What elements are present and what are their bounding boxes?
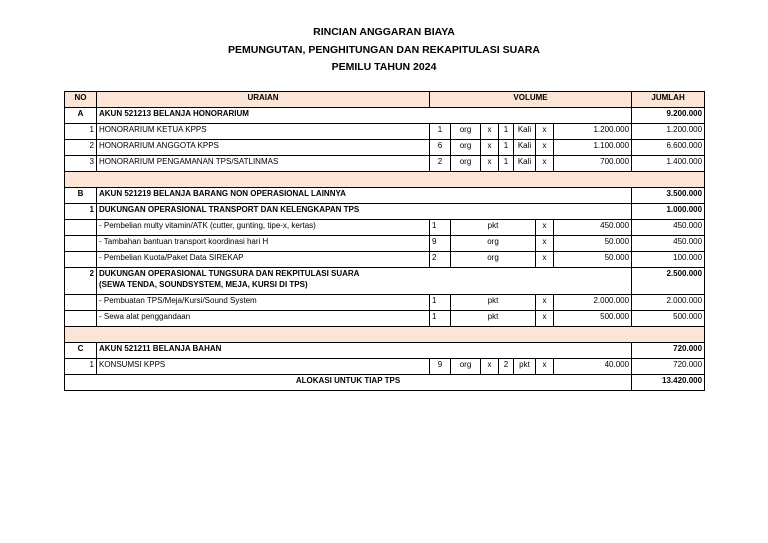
row-description: - Pembelian multy vitamin/ATK (cutter, gunting, tipe-x, kertas) — [97, 220, 430, 236]
row-qty2: 2 — [499, 359, 514, 375]
row-multiplier: x — [536, 311, 554, 327]
section-separator — [65, 172, 705, 188]
row-amount: 2.000.000 — [632, 295, 705, 311]
row-price: 450.000 — [554, 220, 632, 236]
row-unit2: Kali — [514, 124, 536, 140]
empty-cell — [65, 295, 97, 311]
row-price: 1.200.000 — [554, 124, 632, 140]
row-qty: 1 — [430, 295, 451, 311]
section-c-row — [65, 343, 705, 359]
section-total: 720.000 — [632, 343, 705, 359]
section-code: C — [65, 343, 97, 359]
row-qty: 1 — [430, 124, 451, 140]
row-number: 1 — [65, 359, 97, 375]
title-line-1: RINCIAN ANGGARAN BIAYA — [313, 26, 455, 38]
row-unit: org — [451, 124, 481, 140]
grand-total-row — [65, 375, 705, 391]
row-amount: 1.200.000 — [632, 124, 705, 140]
row-qty: 6 — [430, 140, 451, 156]
section-title: AKUN 521219 BELANJA BARANG NON OPERASIONAL LAINNYA — [97, 188, 632, 204]
row-multiplier2: x — [536, 359, 554, 375]
row-qty2: 1 — [499, 156, 514, 172]
row-multiplier: x — [481, 124, 499, 140]
row-unit: org — [451, 156, 481, 172]
row-unit: org — [451, 236, 536, 252]
section-code: B — [65, 188, 97, 204]
separator-cell — [65, 327, 705, 343]
row-qty: 1 — [430, 311, 451, 327]
row-price: 700.000 — [554, 156, 632, 172]
empty-cell — [65, 311, 97, 327]
header-volume: VOLUME — [430, 92, 632, 108]
header-jumlah: JUMLAH — [632, 92, 705, 108]
row-unit2: Kali — [514, 156, 536, 172]
row-unit: pkt — [451, 311, 536, 327]
row-amount: 500.000 — [632, 311, 705, 327]
row-qty2: 1 — [499, 124, 514, 140]
row-description: - Pembuatan TPS/Meja/Kursi/Sound System — [97, 295, 430, 311]
section-code: A — [65, 108, 97, 124]
row-price: 1.100.000 — [554, 140, 632, 156]
section-a-row — [65, 108, 705, 124]
row-description: HONORARIUM PENGAMANAN TPS/SATLINMAS — [97, 156, 430, 172]
row-qty: 9 — [430, 236, 451, 252]
row-description: KONSUMSI KPPS — [97, 359, 430, 375]
row-description: - Sewa alat penggandaan — [97, 311, 430, 327]
row-multiplier2: x — [536, 140, 554, 156]
table-row — [65, 124, 705, 140]
separator-cell — [65, 172, 705, 188]
row-qty: 9 — [430, 359, 451, 375]
section-separator — [65, 327, 705, 343]
empty-cell — [65, 236, 97, 252]
table-row — [65, 311, 705, 327]
section-title: AKUN 521213 BELANJA HONORARIUM — [97, 108, 632, 124]
row-qty: 1 — [430, 220, 451, 236]
table-row — [65, 140, 705, 156]
budget-table — [64, 91, 705, 391]
subsection-title-line-2: (SEWA TENDA, SOUNDSYSTEM, MEJA, KURSI DI TPS) — [99, 280, 308, 289]
row-description: HONORARIUM ANGGOTA KPPS — [97, 140, 430, 156]
row-price: 50.000 — [554, 236, 632, 252]
table-row — [65, 236, 705, 252]
row-qty: 2 — [430, 252, 451, 268]
table-row — [65, 252, 705, 268]
subsection-total: 1.000.000 — [632, 204, 705, 220]
row-amount: 450.000 — [632, 220, 705, 236]
row-unit2: pkt — [514, 359, 536, 375]
row-amount: 450.000 — [632, 236, 705, 252]
grand-total-label: ALOKASI UNTUK TIAP TPS — [65, 375, 632, 391]
row-unit: org — [451, 140, 481, 156]
subsection-title: DUKUNGAN OPERASIONAL TRANSPORT DAN KELENGKAPAN TPS — [97, 204, 632, 220]
subsection-title — [97, 268, 632, 295]
table-header-row — [65, 92, 705, 108]
row-price: 500.000 — [554, 311, 632, 327]
section-b-row — [65, 188, 705, 204]
row-unit2: Kali — [514, 140, 536, 156]
row-number: 2 — [65, 140, 97, 156]
row-multiplier: x — [536, 295, 554, 311]
row-multiplier: x — [536, 252, 554, 268]
header-no: NO — [65, 92, 97, 108]
row-multiplier2: x — [536, 124, 554, 140]
row-amount: 720.000 — [632, 359, 705, 375]
title-line-3: PEMILU TAHUN 2024 — [331, 61, 437, 73]
grand-total-value: 13.420.000 — [632, 375, 705, 391]
empty-cell — [65, 220, 97, 236]
table-row — [65, 359, 705, 375]
section-total: 3.500.000 — [632, 188, 705, 204]
subsection-row — [65, 204, 705, 220]
empty-cell — [65, 252, 97, 268]
row-price: 2.000.000 — [554, 295, 632, 311]
subsection-number: 2 — [65, 268, 97, 295]
row-description: HONORARIUM KETUA KPPS — [97, 124, 430, 140]
row-multiplier: x — [481, 140, 499, 156]
row-price: 40.000 — [554, 359, 632, 375]
header-uraian: URAIAN — [97, 92, 430, 108]
row-number: 3 — [65, 156, 97, 172]
row-unit: org — [451, 359, 481, 375]
row-unit: pkt — [451, 295, 536, 311]
row-amount: 1.400.000 — [632, 156, 705, 172]
section-total: 9.200.000 — [632, 108, 705, 124]
row-unit: org — [451, 252, 536, 268]
document-title — [0, 24, 768, 77]
row-multiplier: x — [536, 236, 554, 252]
row-amount: 6.600.000 — [632, 140, 705, 156]
row-price: 50.000 — [554, 252, 632, 268]
row-multiplier: x — [536, 220, 554, 236]
row-multiplier: x — [481, 156, 499, 172]
table-row — [65, 295, 705, 311]
table-row — [65, 220, 705, 236]
table-row — [65, 156, 705, 172]
subsection-total: 2.500.000 — [632, 268, 705, 295]
row-number: 1 — [65, 124, 97, 140]
section-title: AKUN 521211 BELANJA BAHAN — [97, 343, 632, 359]
row-description: - Pembelian Kuota/Paket Data SIREKAP — [97, 252, 430, 268]
row-unit: pkt — [451, 220, 536, 236]
title-line-2: PEMUNGUTAN, PENGHITUNGAN DAN REKAPITULASI SUARA — [228, 43, 540, 56]
row-amount: 100.000 — [632, 252, 705, 268]
subsection-number: 1 — [65, 204, 97, 220]
row-description: - Tambahan bantuan transport koordinasi hari H — [97, 236, 430, 252]
row-qty2: 1 — [499, 140, 514, 156]
row-multiplier2: x — [536, 156, 554, 172]
row-multiplier: x — [481, 359, 499, 375]
row-qty: 2 — [430, 156, 451, 172]
subsection-title-line-1: DUKUNGAN OPERASIONAL TUNGSURA DAN REKPITULASI SUARA — [99, 269, 360, 278]
subsection-row — [65, 268, 705, 295]
